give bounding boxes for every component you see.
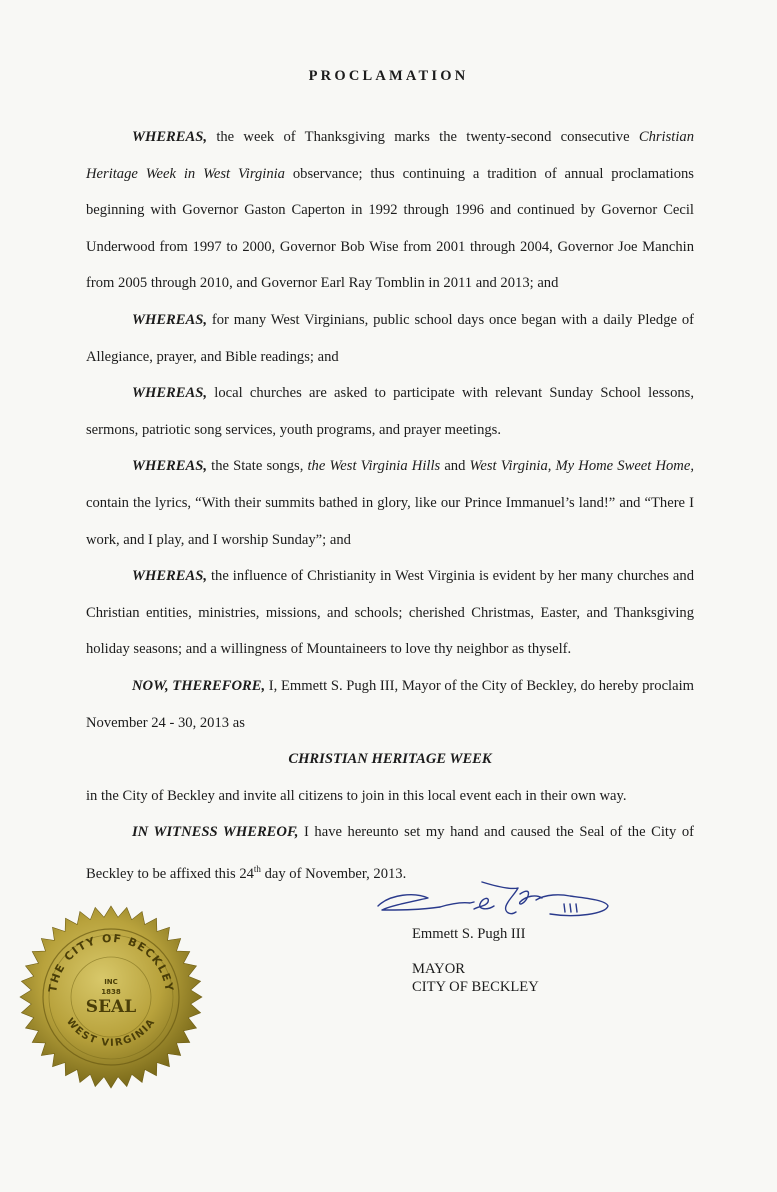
paragraph-text: the State songs,: [207, 458, 308, 475]
paragraph-text: for many West Virginians, public school days once began with a daily Pledge of Allegiance, prayer, and Bible readings; and: [86, 311, 694, 365]
signer-title: [412, 960, 539, 996]
paragraph-text: observance; thus continuing a tradition of annual proclamations beginning with Governor Gaston Caperton in 1992 through 1996 and continued by Governor Cecil Underwood from 1997 to 2000, Governor Bob Wise from 2001 through 2004, Governor Joe Manchin from 2005 through 2010, and Governor Earl Ray Tomblin in 2011 and 2013; and: [86, 165, 694, 292]
signer-title-line-2: CITY OF BECKLEY: [412, 979, 539, 995]
paragraph-italic: Christian Heritage Week in West Virginia: [86, 129, 694, 182]
paragraph-text: the influence of Christianity in West Virginia is evident by her many churches and Christian entities, ministries, missions, and schools; cherished Christmas, Easter, and Thanksgiving holiday seasons; and a willingness of Mountaineers to love thy neighbor as thyself.: [86, 568, 694, 658]
signer-title-line-1: MAYOR: [412, 961, 465, 977]
seal-center-year: 1838: [101, 988, 121, 996]
paragraph-text: day of November, 2013.: [260, 865, 407, 882]
paragraph-lead: WHEREAS,: [132, 311, 208, 328]
whereas-paragraph-5: [86, 558, 694, 668]
city-seal: [18, 904, 204, 1090]
seal-bottom-text: WEST VIRGINIA: [64, 1016, 158, 1050]
event-heading: CHRISTIAN HERITAGE WEEK: [288, 751, 492, 768]
paragraph-text: local churches are asked to participate with relevant Sunday School lessons, sermons, patriotic song services, youth programs, and prayer meetings.: [86, 385, 694, 438]
paragraph-text: and: [440, 458, 470, 475]
paragraph-italic: the West Virginia Hills: [307, 458, 441, 475]
seal-top-text: THE CITY OF BECKLEY: [46, 931, 176, 994]
ordinal-suffix: th: [253, 863, 261, 874]
whereas-paragraph-2: [86, 302, 694, 375]
paragraph-text: the week of Thanksgiving marks the twenty-second consecutive: [207, 129, 639, 145]
whereas-paragraph-3: [86, 375, 694, 448]
seal-center-top: INC: [104, 978, 118, 986]
paragraph-italic: West Virginia, My Home Sweet Home,: [469, 458, 694, 475]
signer-name: Emmett S. Pugh III: [412, 926, 526, 942]
therefore-paragraph: [86, 668, 694, 741]
whereas-paragraph-1: [86, 119, 694, 302]
whereas-paragraph-4: [86, 448, 694, 558]
paragraph-lead: IN WITNESS WHEREOF,: [132, 824, 299, 841]
invitation-paragraph: [86, 778, 694, 815]
paragraph-text: I have hereunto set my hand and caused the Seal of the City of Beckley to be affixed this 24: [86, 824, 694, 882]
paragraph-text: I, Emmett S. Pugh III, Mayor of the City of Beckley, do hereby proclaim November 24 - 30, 2013 as: [86, 677, 694, 731]
document-title: PROCLAMATION: [308, 68, 469, 84]
seal-center-label: SEAL: [85, 997, 137, 1017]
paragraph-lead: WHEREAS,: [132, 568, 208, 585]
paragraph-text: contain the lyrics, “With their summits bathed in glory, like our Prince Immanuel’s land!” and “There I work, and I play, and I worship Sunday”; and: [86, 494, 694, 548]
paragraph-lead: WHEREAS,: [132, 385, 208, 402]
paragraph-lead: NOW, THEREFORE,: [132, 677, 266, 694]
proclamation-body: [86, 119, 694, 892]
paragraph-lead: WHEREAS,: [132, 129, 208, 145]
paragraph-text: in the City of Beckley and invite all citizens to join in this local event each in their own way.: [86, 787, 627, 804]
paragraph-lead: WHEREAS,: [132, 458, 208, 475]
signature-block: [370, 876, 630, 1076]
